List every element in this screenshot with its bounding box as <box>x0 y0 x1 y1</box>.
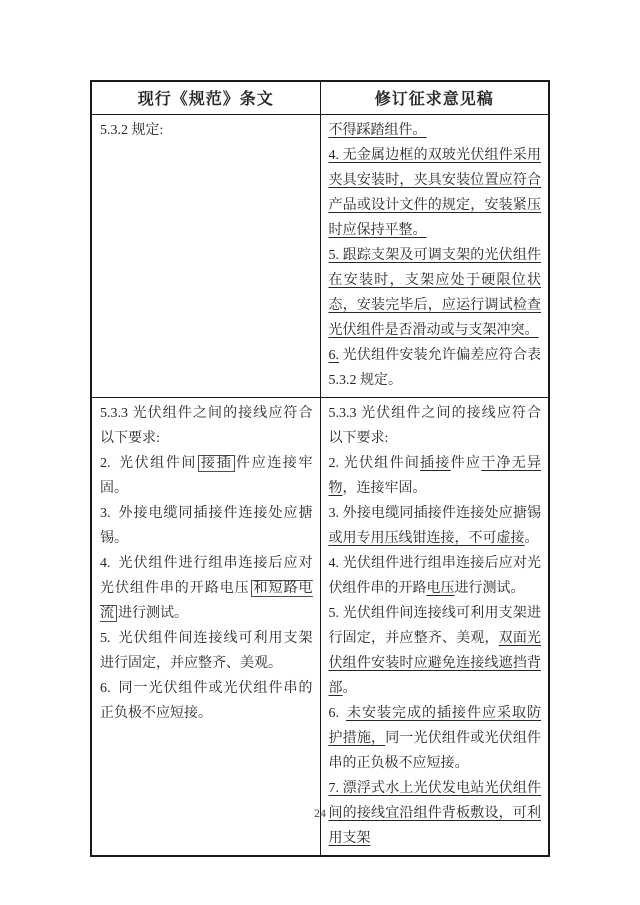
inserted-text-run: 7. 漂浮式水上光伏发电站光伏组件间的接线宜沿组件背板敷设，可利用支架 <box>328 780 541 846</box>
text-run: 5.3.3 光伏组件之间的接线应符合以下要求: <box>328 405 541 446</box>
text-run: 同一光伏组件或光伏组件串的正负极不应短接。 <box>328 730 542 771</box>
text-run: 进行测试。 <box>454 580 525 596</box>
paragraph <box>329 118 542 143</box>
table-row <box>91 397 549 856</box>
paragraph <box>329 243 542 343</box>
text-run: 。 <box>342 680 357 696</box>
cell-left <box>91 397 320 856</box>
paragraph <box>100 118 313 143</box>
paragraph <box>329 343 542 393</box>
text-run: 。 <box>524 530 539 546</box>
text-run: 进行测试。 <box>118 605 188 621</box>
text-run: 光伏组件安装允许偏差应符合表 5.3.2 规定。 <box>328 347 541 388</box>
inserted-text-run: 干净无异物 <box>328 455 542 496</box>
inserted-text-run: 双面光伏组件安装时应避免连接线遮挡背部 <box>328 630 542 696</box>
text-run: 件应连接牢固。 <box>100 455 313 496</box>
table-row <box>91 114 549 397</box>
inserted-text-run: 不得踩踏组件。 <box>328 122 427 138</box>
cell-right <box>320 114 549 397</box>
paragraph <box>100 626 313 676</box>
boxed-text-run: 和短路电流 <box>100 580 313 621</box>
inserted-text-run: 未安装完成的插接件应采取防护措施， <box>328 705 541 746</box>
inserted-text-run: 4. 无金属边框的双玻光伏组件采用夹具安装时，夹具安装位置应符合产品或设计文件的规定，安装紧压时应保持平整。 <box>328 147 541 238</box>
text-run: 4. 光伏组件进行组串连接后应对光伏组件串的开路 <box>328 555 541 596</box>
paragraph <box>100 451 313 501</box>
paragraph <box>329 401 542 451</box>
text-run: 2. 光伏组件间 <box>328 455 421 471</box>
text-run: 4. 光伏组件进行组串连接后应对光伏组件串的开路电压 <box>100 555 313 596</box>
text-run: 6. <box>328 705 346 721</box>
header-current-spec: 现行《规范》条文 <box>91 81 320 114</box>
paragraph <box>329 551 542 601</box>
cell-right <box>320 397 549 856</box>
paragraph <box>100 401 313 451</box>
comparison-table <box>90 80 550 857</box>
text-run: 2. 光伏组件间 <box>100 455 197 471</box>
inserted-text-run: 电压 <box>426 580 455 596</box>
paragraph <box>329 601 542 701</box>
text-run: 5.3.3 光伏组件之间的接线应符合以下要求: <box>100 405 313 446</box>
boxed-text-run: 接插 <box>198 455 235 472</box>
paragraph <box>329 451 542 501</box>
paragraph <box>100 501 313 551</box>
text-run: 3. 外接电缆同插接件连接处应搪锡 <box>328 505 541 521</box>
text-run: 5. 光伏组件间连接线可利用支架进行固定，并应整齐、美观， <box>328 605 541 646</box>
table-header-row <box>91 81 549 114</box>
text-run: 件应 <box>450 455 482 471</box>
paragraph <box>329 701 542 776</box>
inserted-text-run: 插接 <box>420 455 451 471</box>
inserted-text-run: 5. 跟踪支架及可调支架的光伏组件在安装时，支架应处于硬限位状态，安装完毕后，应运行调试检查光伏组件是否滑动或与支架冲突。 <box>328 247 541 338</box>
paragraph <box>100 676 313 726</box>
cell-left <box>91 114 320 397</box>
text-run: 5. 光伏组件间连接线可利用支架进行固定，并应整齐、美观。 <box>100 630 313 671</box>
paragraph <box>100 551 313 626</box>
paragraph <box>329 143 542 243</box>
comparison-table-body <box>91 114 549 856</box>
text-run: ，连接牢固。 <box>342 480 427 496</box>
inserted-text-run: 或用专用压线钳连接，不可虚接 <box>328 530 525 546</box>
text-run: 6. 同一光伏组件或光伏组件串的正负极不应短接。 <box>100 680 313 721</box>
header-revision-draft: 修订征求意见稿 <box>320 81 549 114</box>
paragraph <box>329 501 542 551</box>
page-number: 24 <box>314 806 326 820</box>
inserted-text-run: 6. <box>328 347 339 363</box>
text-run: 3. 外接电缆同插接件连接处应搪锡。 <box>100 505 313 546</box>
text-run: 5.3.2 规定: <box>100 122 164 138</box>
